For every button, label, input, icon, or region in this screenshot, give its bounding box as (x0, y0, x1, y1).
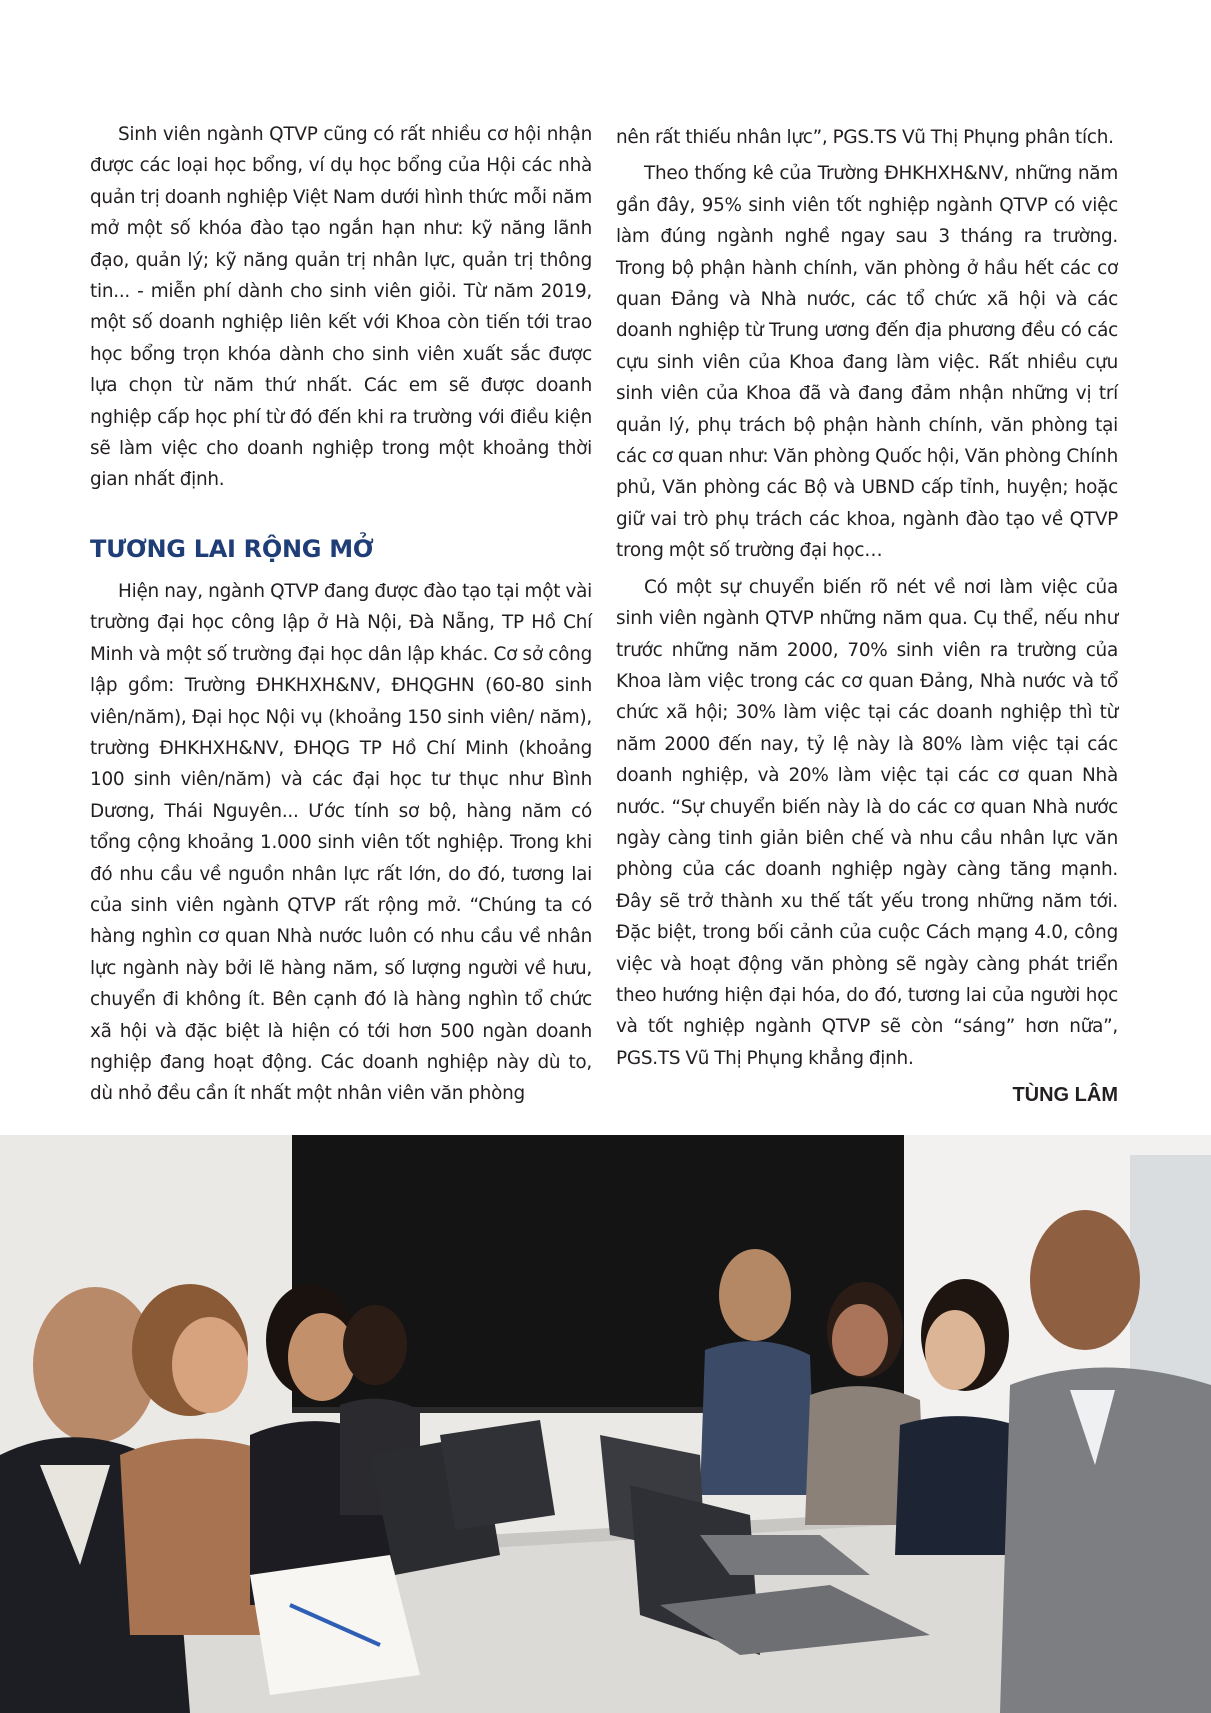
left-paragraph-2: Hiện nay, ngành QTVP đang được đào tạo tại một vài trường đại học công lập ở Hà Nội, Đà Nẵng, TP Hồ Chí Minh và một số trường đại học dân lập khác. Cơ sở công lập gồm: Trường ĐHKHXH&NV, ĐHQGHN (60-80 sinh viên/năm), Đại học Nội vụ (khoảng 150 sinh viên/ năm), trường ĐHKHXH&NV, ĐHQG TP Hồ Chí Minh (khoảng 100 sinh viên/năm) và các đại học tư thục như Bình Dương, Thái Nguyên... Ước tính sơ bộ, hàng năm có tổng cộng khoảng 1.000 sinh viên tốt nghiệp. Trong khi đó nhu cầu về nguồn nhân lực rất lớn, do đó, tương lai của sinh viên ngành QTVP rất rộng mở. “Chúng ta có hàng nghìn cơ quan Nhà nước luôn có nhu cầu về nhân lực ngành này bởi lẽ hàng năm, số lượng người về hưu, chuyển đi không ít. Bên cạnh đó là hàng nghìn tổ chức xã hội và đặc biệt là hiện có tới hơn 500 ngàn doanh nghiệp đang hoạt động. Các doanh nghiệp này dù to, dù nhỏ đều cần ít nhất một nhân viên văn phòng (90, 580, 592, 1105)
meeting-photo (0, 1135, 1211, 1713)
right-paragraph-2: Theo thống kê của Trường ĐHKHXH&NV, những năm gần đây, 95% sinh viên tốt nghiệp ngành QTVP có việc làm đúng ngành nghề ngay sau 3 tháng ra trường. Trong bộ phận hành chính, văn phòng ở hầu hết các cơ quan Đảng và Nhà nước, các tổ chức xã hội và các doanh nghiệp từ Trung ương đến địa phương đều có các cựu sinh viên của Khoa đang làm việc. Rất nhiều cựu sinh viên của Khoa đã và đang đảm nhận những vị trí quản lý, phụ trách bộ phận hành chính, văn phòng tại các cơ quan như: Văn phòng Quốc hội, Văn phòng Chính phủ, Văn phòng các Bộ và UBND cấp tỉnh, huyện; hoặc giữ vai trò phụ trách các khoa, ngành đào tạo về QTVP trong một số trường đại học… (616, 163, 1118, 562)
left-column (90, 119, 592, 1110)
section-heading: TƯƠNG LAI RỘNG MỞ (90, 534, 374, 563)
right-paragraph-1: nên rất thiếu nhân lực”, PGS.TS Vũ Thị Phụng phân tích. (616, 127, 1114, 148)
right-paragraph-3: Có một sự chuyển biến rõ nét về nơi làm việc của sinh viên ngành QTVP những năm qua. Cụ thể, nếu như trước những năm 2000, 70% sinh viên ra trường của Khoa làm việc trong các cơ quan Đảng, Nhà nước và tổ chức xã hội; 30% làm việc tại các doanh nghiệp thì từ năm 2000 đến nay, tỷ lệ này là 80% làm việc tại các doanh nghiệp, và 20% làm việc tại các cơ quan Nhà nước. “Sự chuyển biến này là do các cơ quan Nhà nước ngày càng tinh giản biên chế và nhu cầu nhân lực văn phòng của các doanh nghiệp ngày càng tăng mạnh. Đây sẽ trở thành xu thế tất yếu trong những năm tới. Đặc biệt, trong bối cảnh của cuộc Cách mạng 4.0, công việc và hoạt động văn phòng sẽ ngày càng phát triển theo hướng hiện đại hóa, do đó, tương lai của người học và tốt nghiệp ngành QTVP sẽ còn “sáng” hơn nữa”, PGS.TS Vũ Thị Phụng khẳng định. (616, 576, 1118, 1069)
right-column (616, 122, 1118, 1108)
author-byline: TÙNG LÂM (1012, 1084, 1118, 1107)
left-paragraph-1: Sinh viên ngành QTVP cũng có rất nhiều cơ hội nhận được các loại học bổng, ví dụ học bổng của Hội các nhà quản trị doanh nghiệp Việt Nam dưới hình thức mỗi năm mở một số khóa đào tạo ngắn hạn như: kỹ năng lãnh đạo, quản lý; kỹ năng quản trị nhân lực, quản trị thông tin... - miễn phí dành cho sinh viên giỏi. Từ năm 2019, một số doanh nghiệp liên kết với Khoa còn tiến tới trao học bổng trọn khóa dành cho sinh viên xuất sắc được lựa chọn từ năm thứ nhất. Các em sẽ được doanh nghiệp cấp học phí từ đó đến khi ra trường với điều kiện sẽ làm việc cho doanh nghiệp trong một khoảng thời gian nhất định. (90, 124, 592, 491)
